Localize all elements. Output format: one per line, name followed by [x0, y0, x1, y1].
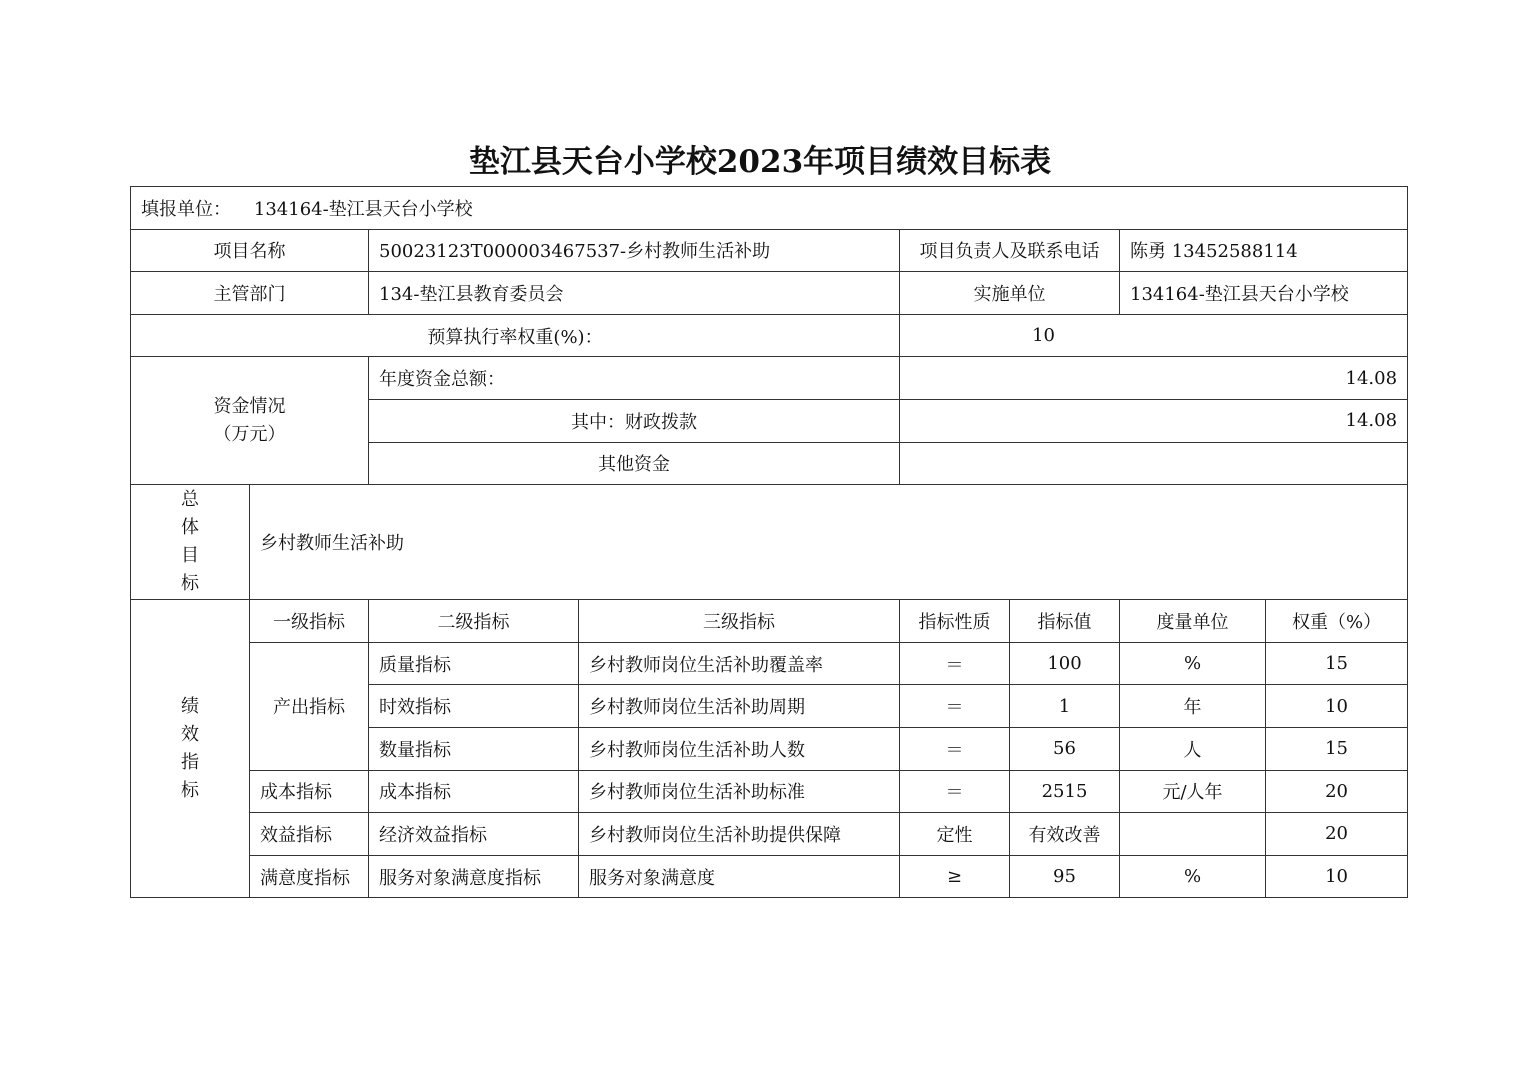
page-title: 垫江县天台小学校2023年项目绩效目标表 — [468, 144, 1052, 180]
perf-char: 指 — [181, 751, 199, 773]
table-row — [131, 770, 1408, 813]
level1-cell: 效益指标 — [250, 813, 369, 856]
value-cell: 1 — [1010, 685, 1120, 728]
fiscal-value: 14.08 — [900, 399, 1408, 442]
perf-indicator-label — [131, 600, 250, 898]
header-level3: 三级指标 — [579, 600, 900, 643]
level3-cell: 乡村教师岗位生活补助覆盖率 — [579, 642, 900, 685]
impl-value: 134164-垫江县天台小学校 — [1120, 272, 1408, 315]
funds-label-line1: 资金情况 — [213, 395, 286, 417]
level2-cell: 数量指标 — [369, 727, 579, 770]
level3-cell: 乡村教师岗位生活补助标准 — [579, 770, 900, 813]
value-cell: 56 — [1010, 727, 1120, 770]
weight-cell: 10 — [1266, 855, 1408, 898]
perf-char: 标 — [181, 779, 199, 801]
table-row — [131, 642, 1408, 685]
overall-goal-char: 标 — [181, 573, 199, 595]
department-row — [131, 272, 1408, 315]
perf-char: 绩 — [181, 695, 199, 717]
level2-cell: 质量指标 — [369, 642, 579, 685]
level2-cell: 成本指标 — [369, 770, 579, 813]
table-row — [131, 855, 1408, 898]
output-indicator-label: 产出指标 — [250, 642, 369, 770]
weight-cell: 15 — [1266, 727, 1408, 770]
budget-rate-row — [131, 314, 1408, 357]
funds-label-line2: （万元） — [213, 423, 286, 445]
level1-cell: 成本指标 — [250, 770, 369, 813]
budget-rate-label: 预算执行率权重(%)： — [131, 314, 900, 357]
level3-cell: 乡村教师岗位生活补助提供保障 — [579, 813, 900, 856]
unit-cell: 年 — [1120, 685, 1266, 728]
level2-cell: 服务对象满意度指标 — [369, 855, 579, 898]
value-cell: 95 — [1010, 855, 1120, 898]
value-cell: 2515 — [1010, 770, 1120, 813]
overall-goal-row — [131, 485, 1408, 600]
nature-cell: ＝ — [900, 685, 1010, 728]
fill-unit-row — [131, 187, 1408, 230]
fill-unit-label: 填报单位： — [141, 198, 231, 220]
overall-goal-char: 总 — [181, 489, 199, 511]
weight-cell: 20 — [1266, 813, 1408, 856]
nature-cell: ＝ — [900, 642, 1010, 685]
indicator-header-row — [131, 600, 1408, 643]
perf-char: 效 — [181, 723, 199, 745]
overall-goal-label — [131, 485, 250, 600]
fiscal-label: 其中：财政拨款 — [369, 399, 900, 442]
nature-cell: ≥ — [900, 855, 1010, 898]
level3-cell: 服务对象满意度 — [579, 855, 900, 898]
overall-goal-char: 体 — [181, 517, 199, 539]
nature-cell: 定性 — [900, 813, 1010, 856]
dept-value: 134-垫江县教育委员会 — [369, 272, 900, 315]
performance-target-table — [130, 186, 1408, 898]
header-value: 指标值 — [1010, 600, 1120, 643]
project-name-row — [131, 229, 1408, 272]
nature-cell: ＝ — [900, 770, 1010, 813]
impl-label: 实施单位 — [900, 272, 1120, 315]
funds-total-row — [131, 357, 1408, 400]
unit-cell: 人 — [1120, 727, 1266, 770]
funds-label — [131, 357, 369, 485]
leader-value: 陈勇 13452588114 — [1120, 229, 1408, 272]
header-unit: 度量单位 — [1120, 600, 1266, 643]
dept-label: 主管部门 — [131, 272, 369, 315]
level2-cell: 经济效益指标 — [369, 813, 579, 856]
header-weight: 权重（%） — [1266, 600, 1408, 643]
overall-goal-char: 目 — [181, 545, 199, 567]
value-cell: 100 — [1010, 642, 1120, 685]
other-funds-value — [900, 442, 1408, 485]
annual-total-label: 年度资金总额： — [369, 357, 900, 400]
unit-cell: % — [1120, 855, 1266, 898]
header-nature: 指标性质 — [900, 600, 1010, 643]
level1-cell: 满意度指标 — [250, 855, 369, 898]
unit-cell: 元/人年 — [1120, 770, 1266, 813]
header-level2: 二级指标 — [369, 600, 579, 643]
level3-cell: 乡村教师岗位生活补助周期 — [579, 685, 900, 728]
unit-cell: % — [1120, 642, 1266, 685]
overall-goal-value: 乡村教师生活补助 — [250, 485, 1408, 600]
project-name-value: 50023123T000003467537-乡村教师生活补助 — [369, 229, 900, 272]
project-name-label: 项目名称 — [131, 229, 369, 272]
unit-cell — [1120, 813, 1266, 856]
other-funds-label: 其他资金 — [369, 442, 900, 485]
value-cell: 有效改善 — [1010, 813, 1120, 856]
nature-cell: ＝ — [900, 727, 1010, 770]
table-row — [131, 813, 1408, 856]
level2-cell: 时效指标 — [369, 685, 579, 728]
budget-rate-value: 10 — [900, 314, 1408, 357]
weight-cell: 20 — [1266, 770, 1408, 813]
fill-unit-cell — [131, 187, 1408, 230]
level3-cell: 乡村教师岗位生活补助人数 — [579, 727, 900, 770]
fill-unit-value: 134164-垫江县天台小学校 — [253, 198, 473, 220]
weight-cell: 15 — [1266, 642, 1408, 685]
header-level1: 一级指标 — [250, 600, 369, 643]
weight-cell: 10 — [1266, 685, 1408, 728]
leader-label: 项目负责人及联系电话 — [900, 229, 1120, 272]
annual-total-value: 14.08 — [900, 357, 1408, 400]
